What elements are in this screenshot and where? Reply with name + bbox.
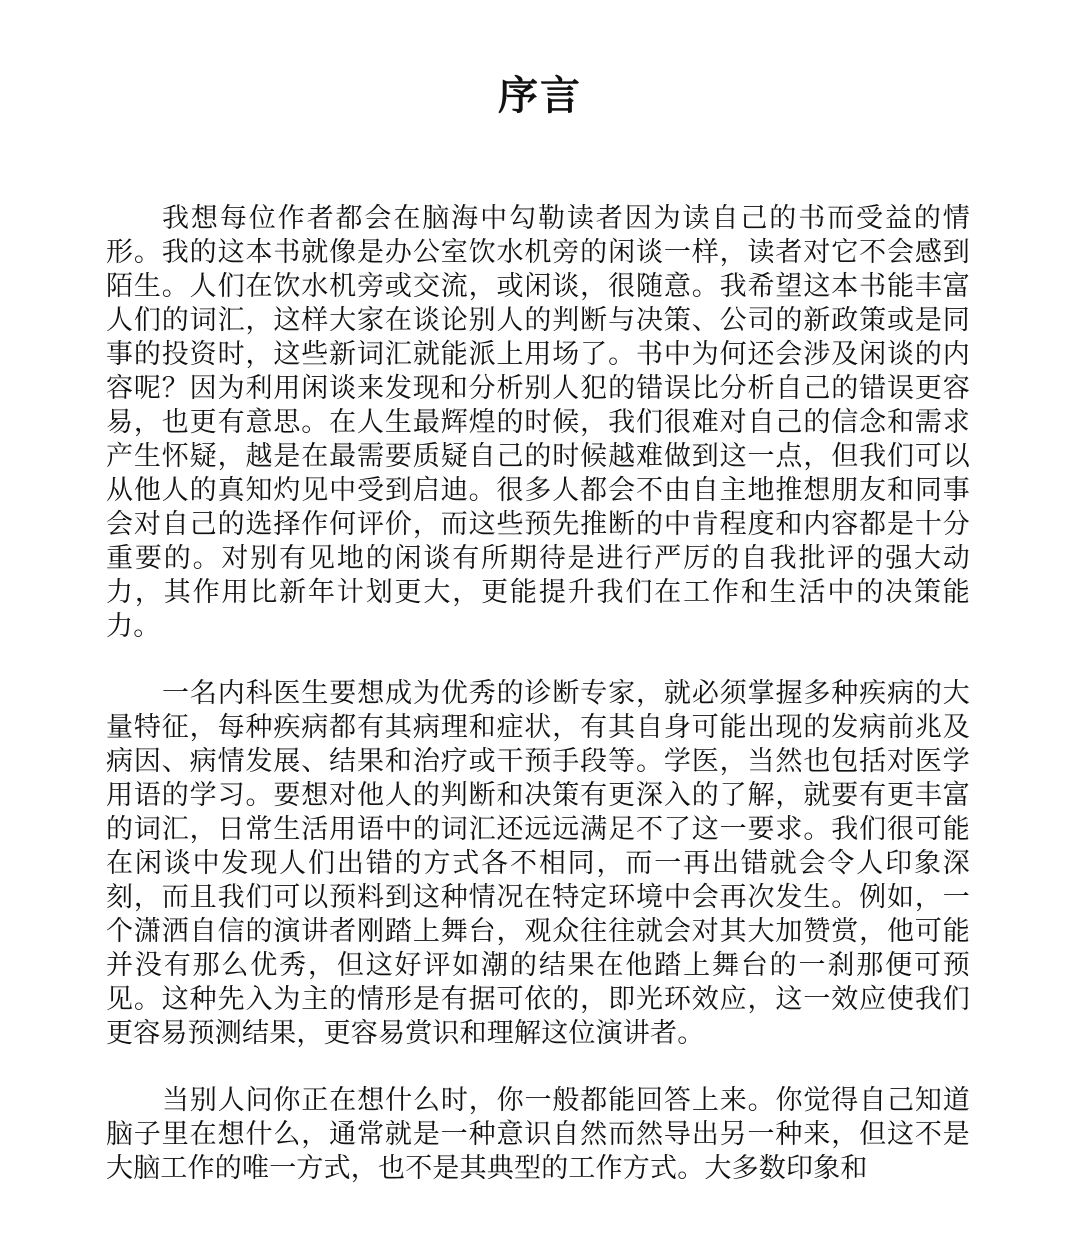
paragraph-3: 当别人问你正在想什么时，你一般都能回答上来。你觉得自己知道脑子里在想什么，通常就是一种意识自然而然导出另一种来，但这不是大脑工作的唯一方式，也不是其典型的工作方式。大多数印象和 — [106, 1085, 970, 1184]
paragraph-2: 一名内科医生要想成为优秀的诊断专家，就必须掌握多种疾病的大量特征，每种疾病都有其病理和症状，有其自身可能出现的发病前兆及病因、病情发展、结果和治疗或干预手段等。学医，当然也包括对医学用语的学习。要想对他人的判断和决策有更深入的了解，就要有更丰富的词汇，日常生活用语中的词汇还远远满足不了这一要求。我们很可能在闲谈中发现人们出错的方式各不相同，而一再出错就会令人印象深刻，而且我们可以预料到这种情况在特定环境中会再次发生。例如，一个潇洒自信的演讲者刚踏上舞台，观众往往就会对其大加赞赏，他可能并没有那么优秀，但这好评如潮的结果在他踏上舞台的一刹那便可预见。这种先入为主的情形是有据可依的，即光环效应，这一效应使我们更容易预测结果，更容易赏识和理解这位演讲者。 — [106, 678, 970, 1049]
body-text — [106, 202, 970, 1219]
page-title: 序言 — [498, 73, 582, 119]
paragraph-1: 我想每位作者都会在脑海中勾勒读者因为读自己的书而受益的情形。我的这本书就像是办公室饮水机旁的闲谈一样，读者对它不会感到陌生。人们在饮水机旁或交流，或闲谈，很随意。我希望这本书能丰富人们的词汇，这样大家在谈论别人的判断与决策、公司的新政策或是同事的投资时，这些新词汇就能派上用场了。书中为何还会涉及闲谈的内容呢？因为利用闲谈来发现和分析别人犯的错误比分析自己的错误更容易，也更有意思。在人生最辉煌的时候，我们很难对自己的信念和需求产生怀疑，越是在最需要质疑自己的时候越难做到这一点，但我们可以从他人的真知灼见中受到启迪。很多人都会不由自主地推想朋友和同事会对自己的选择作何评价，而这些预先推断的中肯程度和内容都是十分重要的。对别有见地的闲谈有所期待是进行严厉的自我批评的强大动力，其作用比新年计划更大，更能提升我们在工作和生活中的决策能力。 — [106, 203, 970, 642]
